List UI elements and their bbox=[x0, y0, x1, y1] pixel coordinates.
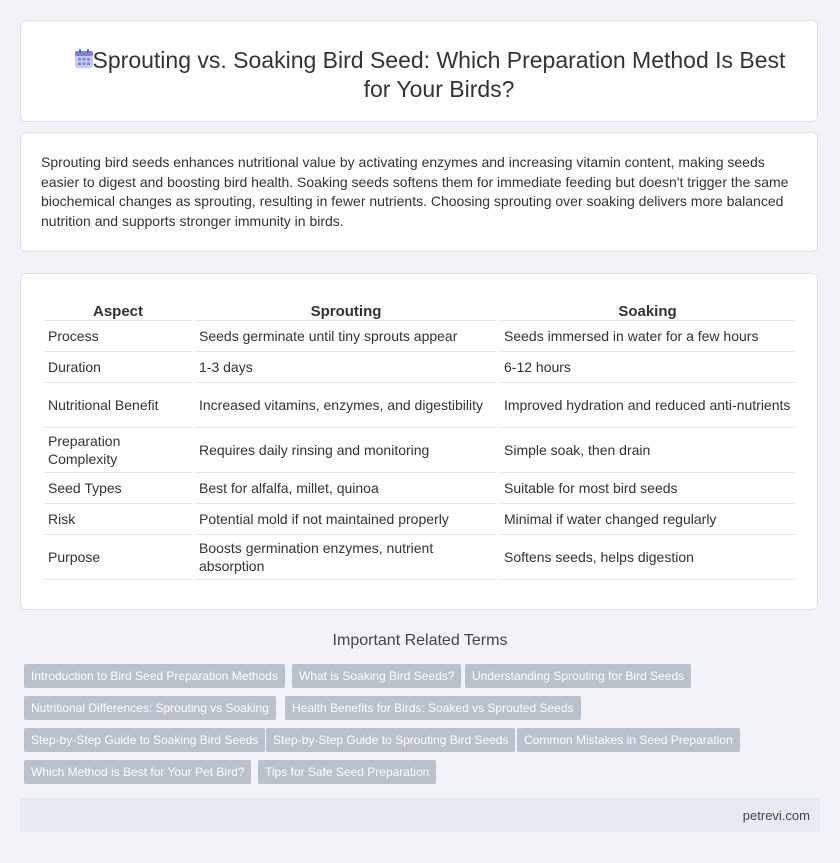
table-cell: Requires daily rinsing and monitoring bbox=[195, 428, 497, 473]
table-cell: Improved hydration and reduced anti-nutrients bbox=[500, 383, 795, 428]
table-cell: Purpose bbox=[44, 535, 192, 580]
table-cell: Process bbox=[44, 321, 192, 352]
table-row bbox=[44, 352, 795, 383]
site-name[interactable]: petrevi.com bbox=[742, 808, 810, 823]
table-cell: Nutritional Benefit bbox=[44, 383, 192, 428]
table-header-row bbox=[44, 292, 795, 321]
related-term-tag[interactable]: What is Soaking Bird Seeds? bbox=[292, 664, 461, 688]
summary-card bbox=[20, 132, 818, 252]
header-soaking: Soaking bbox=[500, 292, 795, 321]
page-title: Sprouting vs. Soaking Bird Seed: Which Preparation Method Is Best for Your Birds? bbox=[92, 47, 786, 102]
table-cell: Simple soak, then drain bbox=[500, 428, 795, 473]
comparison-table-card bbox=[20, 273, 818, 610]
table-row bbox=[44, 428, 795, 473]
related-term-tag[interactable]: Health Benefits for Birds: Soaked vs Sprouted Seeds bbox=[285, 696, 581, 720]
table-row bbox=[44, 535, 795, 580]
related-terms-title: Important Related Terms bbox=[332, 632, 508, 649]
related-term-tag[interactable]: Introduction to Bird Seed Preparation Methods bbox=[24, 664, 285, 688]
related-term-tag[interactable]: Understanding Sprouting for Bird Seeds bbox=[465, 664, 691, 688]
table-row bbox=[44, 473, 795, 504]
table-cell: Seed Types bbox=[44, 473, 192, 504]
table-row bbox=[44, 383, 795, 428]
related-term-tag[interactable]: Which Method is Best for Your Pet Bird? bbox=[24, 760, 251, 784]
related-term-tag[interactable]: Nutritional Differences: Sprouting vs Soaking bbox=[24, 696, 276, 720]
table-cell: Preparation Complexity bbox=[44, 428, 192, 473]
header-sprouting: Sprouting bbox=[195, 292, 497, 321]
table-cell: Potential mold if not maintained properly bbox=[195, 504, 497, 535]
table-row bbox=[44, 504, 795, 535]
related-term-tag[interactable]: Step-by-Step Guide to Soaking Bird Seeds bbox=[24, 728, 265, 752]
related-term-tag[interactable]: Tips for Safe Seed Preparation bbox=[258, 760, 436, 784]
header-aspect: Aspect bbox=[44, 292, 192, 321]
table-cell: Duration bbox=[44, 352, 192, 383]
related-term-tag[interactable]: Step-by-Step Guide to Sprouting Bird Seeds bbox=[266, 728, 515, 752]
title-card bbox=[20, 20, 818, 122]
table-cell: Best for alfalfa, millet, quinoa bbox=[195, 473, 497, 504]
table-cell: Increased vitamins, enzymes, and digestibility bbox=[195, 383, 497, 428]
table-cell: 1-3 days bbox=[195, 352, 497, 383]
table-cell: Seeds germinate until tiny sprouts appear bbox=[195, 321, 497, 352]
table-cell: Boosts germination enzymes, nutrient absorption bbox=[195, 535, 497, 580]
table-cell: Minimal if water changed regularly bbox=[500, 504, 795, 535]
table-cell: 6-12 hours bbox=[500, 352, 795, 383]
table-cell: Risk bbox=[44, 504, 192, 535]
summary-text: Sprouting bird seeds enhances nutritional value by activating enzymes and increasing vitamin content, making seeds easier to digest and boosting bird health. Soaking seeds softens them for immediate feeding but doesn't trigger the same biochemical changes as sprouting, resulting in fewer nutrients. Choosing sprouting over soaking delivers more balanced nutrition and supports stronger immunity in birds. bbox=[41, 154, 789, 229]
table-cell: Suitable for most bird seeds bbox=[500, 473, 795, 504]
table-cell: Seeds immersed in water for a few hours bbox=[500, 321, 795, 352]
footer bbox=[20, 798, 820, 832]
comparison-table bbox=[41, 292, 798, 580]
related-term-tag[interactable]: Common Mistakes in Seed Preparation bbox=[517, 728, 740, 752]
table-row bbox=[44, 321, 795, 352]
table-cell: Softens seeds, helps digestion bbox=[500, 535, 795, 580]
